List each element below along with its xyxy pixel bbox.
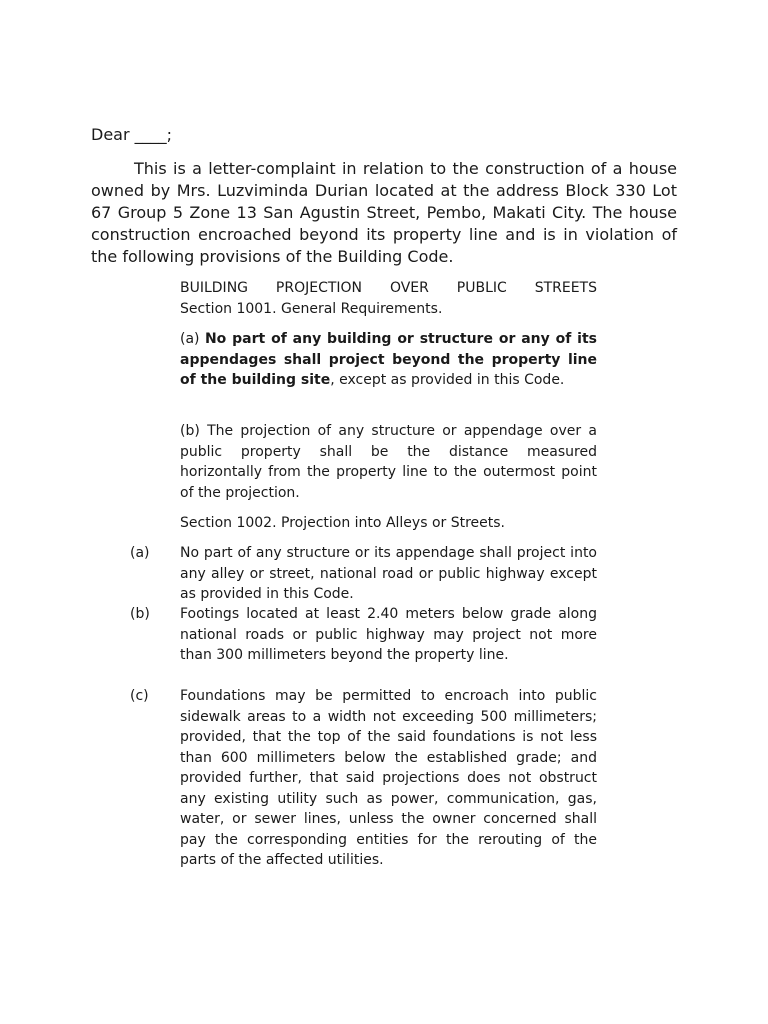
section-1001-para-a [180, 329, 597, 391]
intro-paragraph: This is a letter-complaint in relation to the construction of a house owned by Mrs. Luzviminda Durian located at the address Block 330 Lot 67 Group 5 Zone 13 San Agustin Street, Pembo, Makati City. The house construction encroached beyond its property line and is in violation of the following provisions of the Building Code. [91, 159, 677, 266]
section-1002-heading: Section 1002. Projection into Alleys or Streets. [180, 515, 505, 531]
list-item-text: No part of any structure or its appendage shall project into any alley or street, national road or public highway except as provided in this Code. [180, 545, 597, 602]
salutation: Dear ____; [91, 125, 173, 144]
list-marker: (b) [130, 606, 150, 622]
list-marker: (c) [130, 688, 149, 704]
section-1001-para-b: (b) The projection of any structure or appendage over a public property shall be the distance measured horizontally from the property line to the outermost point of the projection. [180, 423, 597, 501]
code-heading-title: BUILDING PROJECTION OVER PUBLIC STREETS [180, 280, 597, 296]
list-item-text: Footings located at least 2.40 meters below grade along national roads or public highway may project not more than 300 millimeters beyond the property line. [180, 606, 597, 663]
para-a-rest: , except as provided in this Code. [330, 372, 565, 388]
code-heading [180, 278, 597, 319]
list-marker: (a) [130, 545, 150, 561]
para-a-bold-text: No part of any building or structure or any of its appendages shall project beyond the property line of the building site [180, 331, 598, 388]
code-heading-section: Section 1001. General Requirements. [180, 300, 443, 317]
list-item-text: Foundations may be permitted to encroach into public sidewalk areas to a width not exceeding 500 millimeters; provided, that the top of the said foundations is not less than 600 millimeters below the established grade; and provided further, that said projections does not obstruct any existing utility such as power, communication, gas, water, or sewer lines, unless the owner concerned shall pay the corresponding entities for the rerouting of the parts of the affected utilities. [180, 688, 597, 868]
para-a-prefix: (a) [180, 331, 205, 347]
